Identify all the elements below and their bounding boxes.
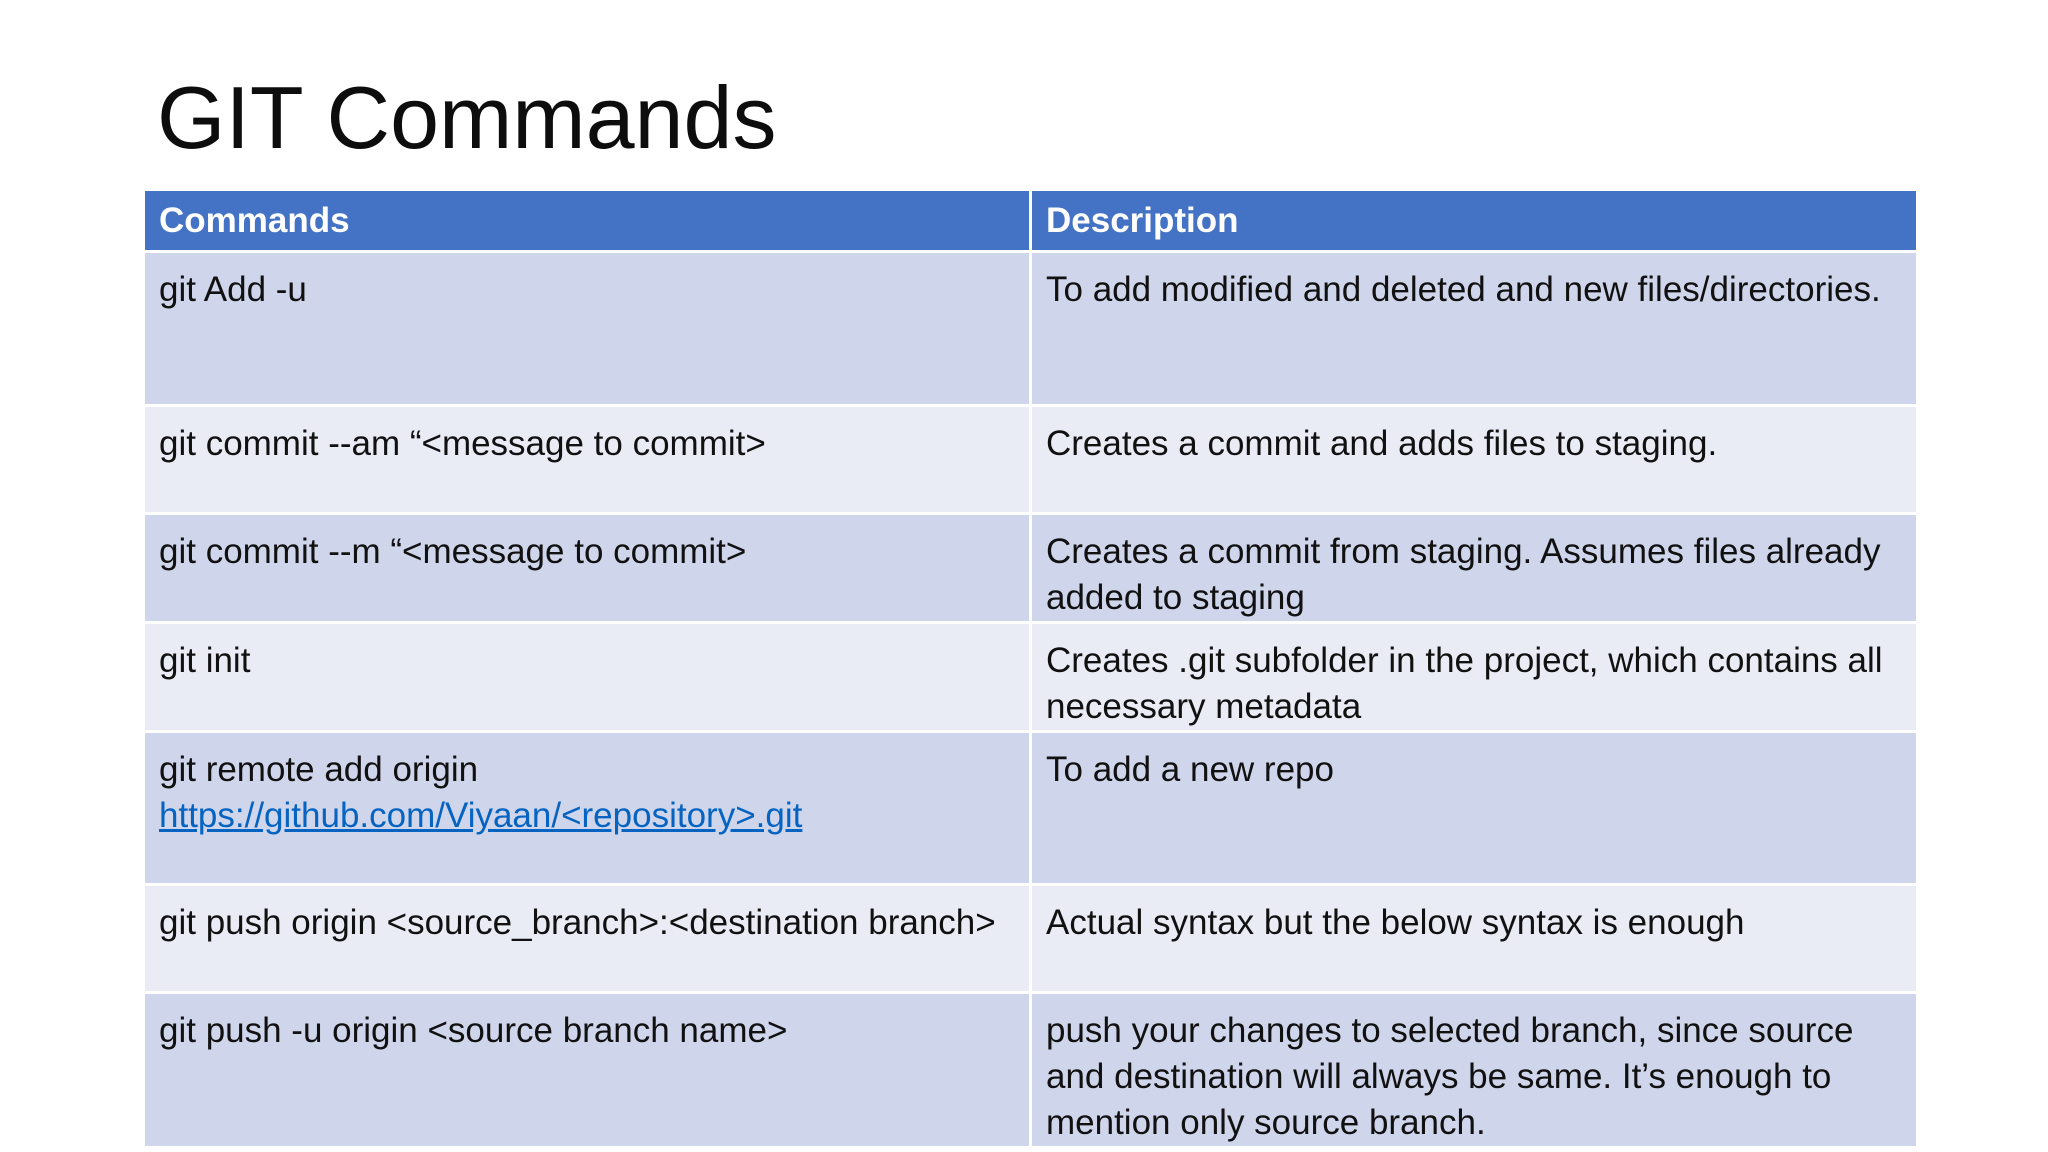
description-cell: push your changes to selected branch, since source and destination will always be same. It’s enough to mention only source branch. [1031,993,1918,1148]
command-text: git remote add origin [159,750,479,789]
command-cell: git init [144,623,1031,732]
table-row [144,406,1918,514]
slide-title: GIT Commands [157,68,777,167]
description-cell: To add modified and deleted and new files/directories. [1031,252,1918,406]
command-cell: git push -u origin <source branch name> [144,993,1031,1148]
description-cell: To add a new repo [1031,732,1918,885]
table-row [144,623,1918,732]
repository-url-link[interactable]: https://github.com/Viyaan/<repository>.git [159,796,803,835]
description-cell: Creates a commit from staging. Assumes files already added to staging [1031,514,1918,623]
table-row [144,732,1918,885]
table-row [144,514,1918,623]
command-cell [144,732,1031,885]
table-row [144,252,1918,406]
command-cell: git push origin <source_branch>:<destination branch> [144,885,1031,993]
git-commands-table [142,188,1919,1149]
table-row [144,885,1918,993]
description-cell: Creates a commit and adds files to staging. [1031,406,1918,514]
command-cell: git commit --am “<message to commit> [144,406,1031,514]
table-row [144,993,1918,1148]
command-cell: git Add -u [144,252,1031,406]
column-header-description: Description [1031,190,1918,252]
column-header-commands: Commands [144,190,1031,252]
description-cell: Creates .git subfolder in the project, which contains all necessary metadata [1031,623,1918,732]
table-header-row [144,190,1918,252]
command-cell: git commit --m “<message to commit> [144,514,1031,623]
description-cell: Actual syntax but the below syntax is enough [1031,885,1918,993]
